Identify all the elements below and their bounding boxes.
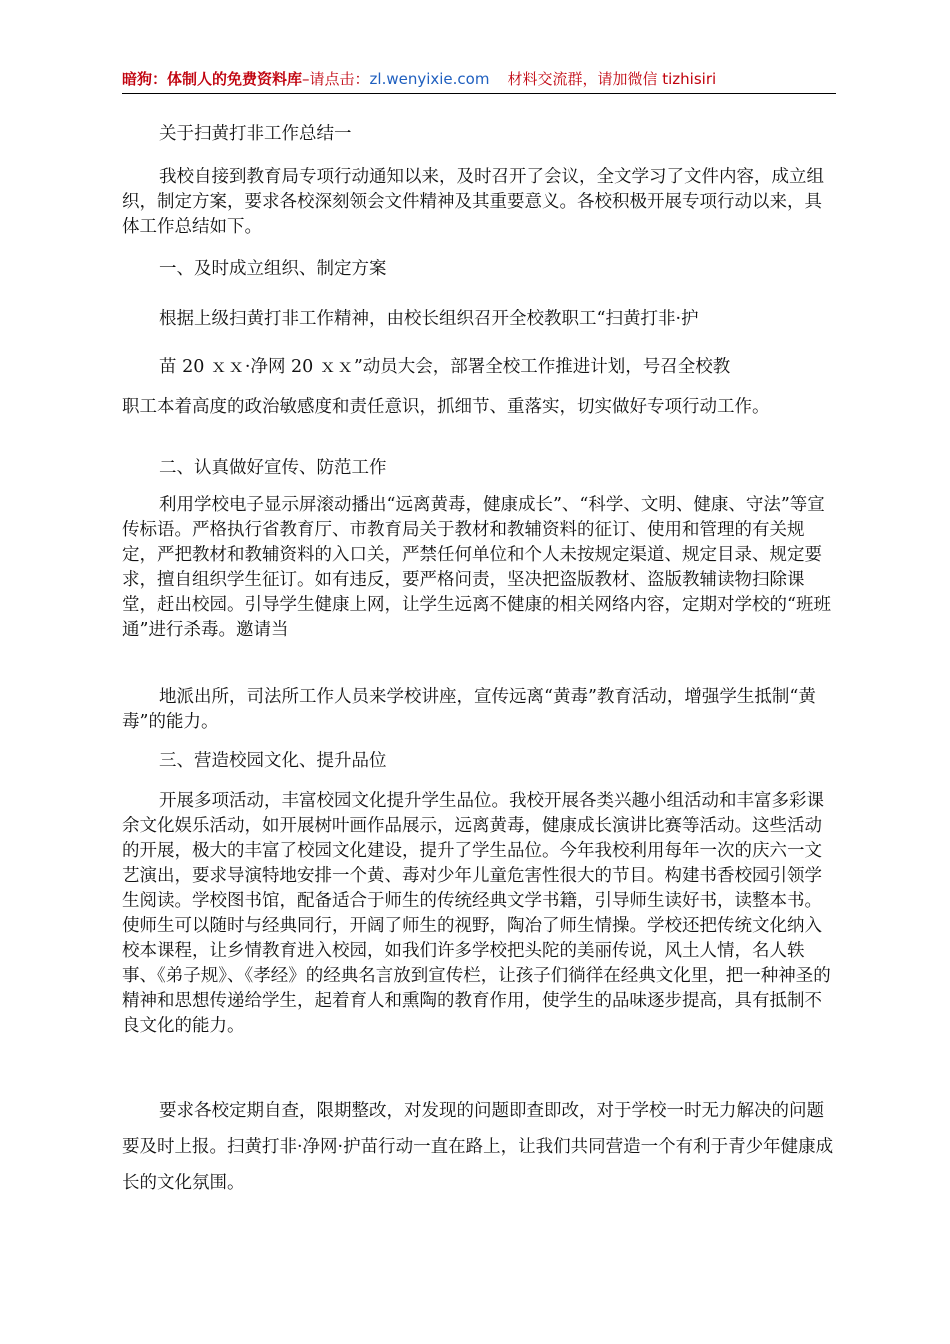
header-contact: 材料交流群，请加微信 tizhisiri <box>507 70 717 88</box>
header-brand: 暗狗：体制人的免费资料库 <box>122 70 303 88</box>
paragraph-closing: 要求各校定期自查，限期整改，对发现的问题即查即改，对于学校一时无力解决的问题要及时上报。扫黄打非·净网·护苗行动一直在路上，让我们共同营造一个有利于青少年健康成长的文化氛围。 <box>122 1101 834 1193</box>
paragraph-section-2-a: 利用学校电子显示屏滚动播出“远离黄毒，健康成长”、“科学、文明、健康、守法”等宣传标语。严格执行省教育厅、市教育局关于教材和教辅资料的征订、使用和管理的有关规定，严把教材和教辅资料的入口关，严禁任何单位和个人未按规定渠道、规定目录、规定要求，擅自组织学生征订。如有违反，要严格问责，坚决把盗版教材、盗版教辅读物扫除课堂，赶出校园。引导学生健康上网，让学生远离不健康的相关网络内容，定期对学校的“班班通”进行杀毒。邀请当 <box>122 495 831 640</box>
document-title: 关于扫黄打非工作总结一 <box>159 124 352 144</box>
paragraph-section-1-a: 根据上级扫黄打非工作精神，由校长组织召开全校教职工“扫黄打非·护 <box>159 309 699 329</box>
section-2-heading: 二、认真做好宣传、防范工作 <box>159 458 387 478</box>
paragraph-section-1-b: 苗 20 ｘｘ·净网 20 ｘｘ”动员大会，部署全校工作推进计划，号召全校教 <box>159 357 731 377</box>
header-link[interactable]: zl.wenyixie.com <box>369 70 490 88</box>
paragraph-section-1-c: 职工本着高度的政治敏感度和责任意识，抓细节、重落实，切实做好专项行动工作。 <box>122 397 770 417</box>
page-header <box>122 68 836 90</box>
paragraph-intro: 我校自接到教育局专项行动通知以来，及时召开了会议，全文学习了文件内容，成立组织，制定方案，要求各校深刻领会文件精神及其重要意义。各校积极开展专项行动以来，具体工作总结如下。 <box>122 167 824 237</box>
paragraph-section-3: 开展多项活动，丰富校园文化提升学生品位。我校开展各类兴趣小组活动和丰富多彩课余文化娱乐活动，如开展树叶画作品展示，远离黄毒，健康成长演讲比赛等活动。这些活动的开展，极大的丰富了校园文化建设，提升了学生品位。今年我校利用每年一次的庆六一文艺演出，要求导演特地安排一个黄、毒对少年儿童危害性很大的节目。构建书香校园引领学生阅读。学校图书馆，配备适合于师生的传统经典文学书籍，引导师生读好书，读整本书。使师生可以随时与经典同行，开阔了师生的视野，陶冶了师生情操。学校还把传统文化纳入校本课程，让乡情教育进入校园，如我们许多学校把头陀的美丽传说，风土人情，名人轶事、《弟子规》、《孝经》的经典名言放到宣传栏，让孩子们徜徉在经典文化里，把一种神圣的精神和思想传递给学生，起着育人和熏陶的教育作用，使学生的品味逐步提高，具有抵制不良文化的能力。 <box>122 791 831 1036</box>
section-3-heading: 三、营造校园文化、提升品位 <box>159 751 387 771</box>
paragraph-section-2-b: 地派出所，司法所工作人员来学校讲座，宣传远离“黄毒”教育活动，增强学生抵制“黄毒”的能力。 <box>122 687 816 732</box>
section-1-heading: 一、及时成立组织、制定方案 <box>159 259 387 279</box>
header-rule <box>122 93 836 94</box>
header-separator: –请点击： <box>302 70 370 88</box>
